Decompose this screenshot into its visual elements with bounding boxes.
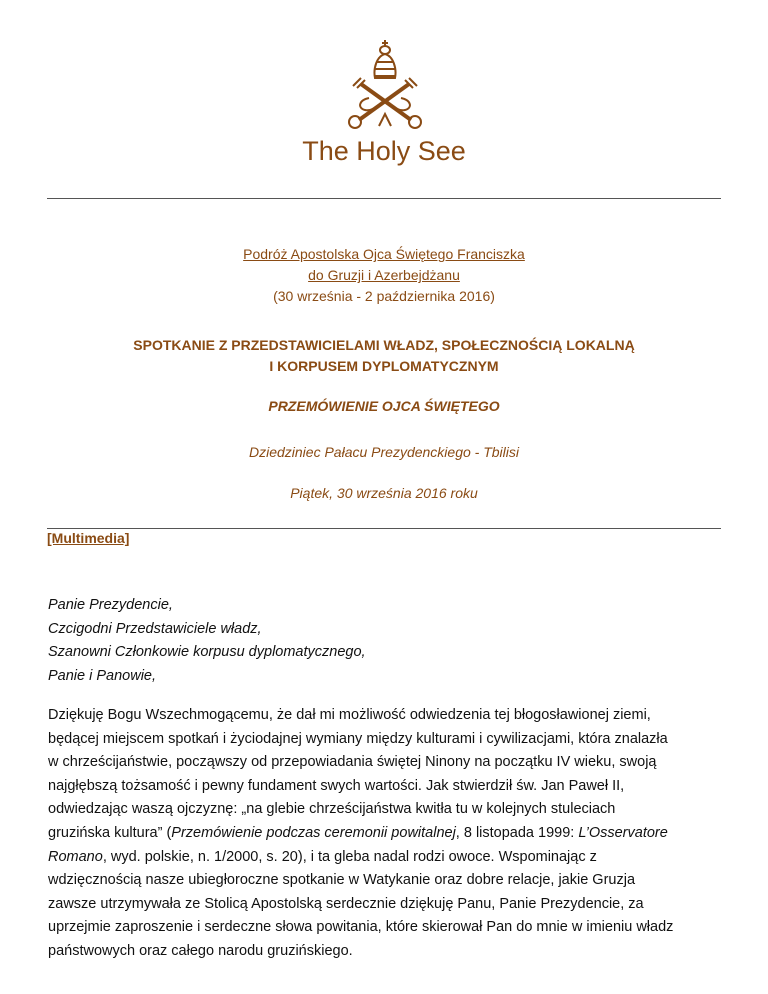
paragraph-line: wdzięcznością nasze ubiegłoroczne spotkanie w Watykanie oraz dobre relacje, jakie Gruzja — [48, 872, 636, 889]
paragraph-line — [48, 822, 723, 846]
speech-title: PRZEMÓWIENIE OJCA ŚWIĘTEGO — [268, 398, 500, 414]
greeting-line: Szanowni Członkowie korpusu dyplomatycznego, — [48, 644, 366, 660]
event-heading — [0, 335, 768, 377]
greeting — [48, 594, 366, 688]
multimedia-link[interactable]: [Multimedia] — [47, 530, 130, 546]
trip-link-line2[interactable]: do Gruzji i Azerbejdżanu — [308, 267, 460, 283]
publication-name: L’Osservatore — [578, 824, 668, 841]
text-run: gruzińska kultura” ( — [48, 824, 172, 841]
greeting-line: Panie Prezydencie, — [48, 597, 173, 613]
event-heading-line1: SPOTKANIE Z PRZEDSTAWICIELAMI WŁADZ, SPOŁECZNOŚCIĄ LOKALNĄ — [133, 337, 635, 353]
publication-name: Romano — [48, 848, 103, 865]
speech-paragraph — [48, 704, 723, 964]
citation-title: Przemówienie podczas ceremonii powitalnej — [171, 824, 456, 841]
greeting-line: Panie i Panowie, — [48, 667, 157, 684]
papal-emblem-icon — [339, 38, 431, 130]
paragraph-line: odwiedzając waszą ojczyznę: „na glebie chrześcijaństwa kwitła tu w kolejnych stuleciach — [48, 801, 616, 818]
trip-link-line1[interactable]: Podróż Apostolska Ojca Świętego Franciszka — [243, 246, 525, 262]
paragraph-line: Dziękuję Bogu Wszechmogącemu, że dał mi możliwość odwiedzenia tej błogosławionej ziemi, — [48, 707, 651, 723]
paragraph-line: zawsze utrzymywała ze Stolicą Apostolską serdecznie dziękuję Panu, Panie Prezydencie, za — [48, 895, 644, 912]
event-place: Dziedziniec Pałacu Prezydenckiego - Tbilisi — [248, 444, 519, 460]
paragraph-line: w chrześcijaństwie, począwszy od przepowiadania świętej Ninony na początku IV wieku, swoją — [48, 754, 657, 771]
paragraph-line: państwowych oraz całego narodu gruzińskiego. — [48, 942, 353, 959]
text-run: , 8 listopada 1999: — [455, 824, 579, 841]
text-run: , wyd. polskie, n. 1/2000, s. 20), i ta gleba nadal rodzi owoce. Wspominając z — [102, 848, 597, 865]
event-date: Piątek, 30 września 2016 roku — [290, 485, 478, 501]
header-divider — [47, 198, 721, 199]
paragraph-line — [48, 846, 723, 870]
trip-dates: (30 września - 2 października 2016) — [273, 288, 495, 304]
site-title[interactable]: The Holy See — [302, 136, 466, 166]
paragraph-line: najgłębszą tożsamość i pewny fundament swych wartości. Jak stwierdził św. Jan Paweł II, — [48, 777, 625, 794]
greeting-line: Czcigodni Przedstawiciele władz, — [48, 620, 262, 637]
event-heading-line2: I KORPUSEM DYPLOMATYCZNYM — [269, 358, 499, 374]
paragraph-line: będącej miejscem spotkań i życiodajnej wymiany między kulturami i cywilizacjami, która znalazła — [48, 730, 668, 747]
paragraph-line: uprzejmie zaproszenie i serdeczne słowa powitania, które skierował Pan do mnie w imieniu władz — [48, 919, 674, 936]
content-divider — [47, 528, 721, 529]
trip-info — [0, 244, 768, 307]
